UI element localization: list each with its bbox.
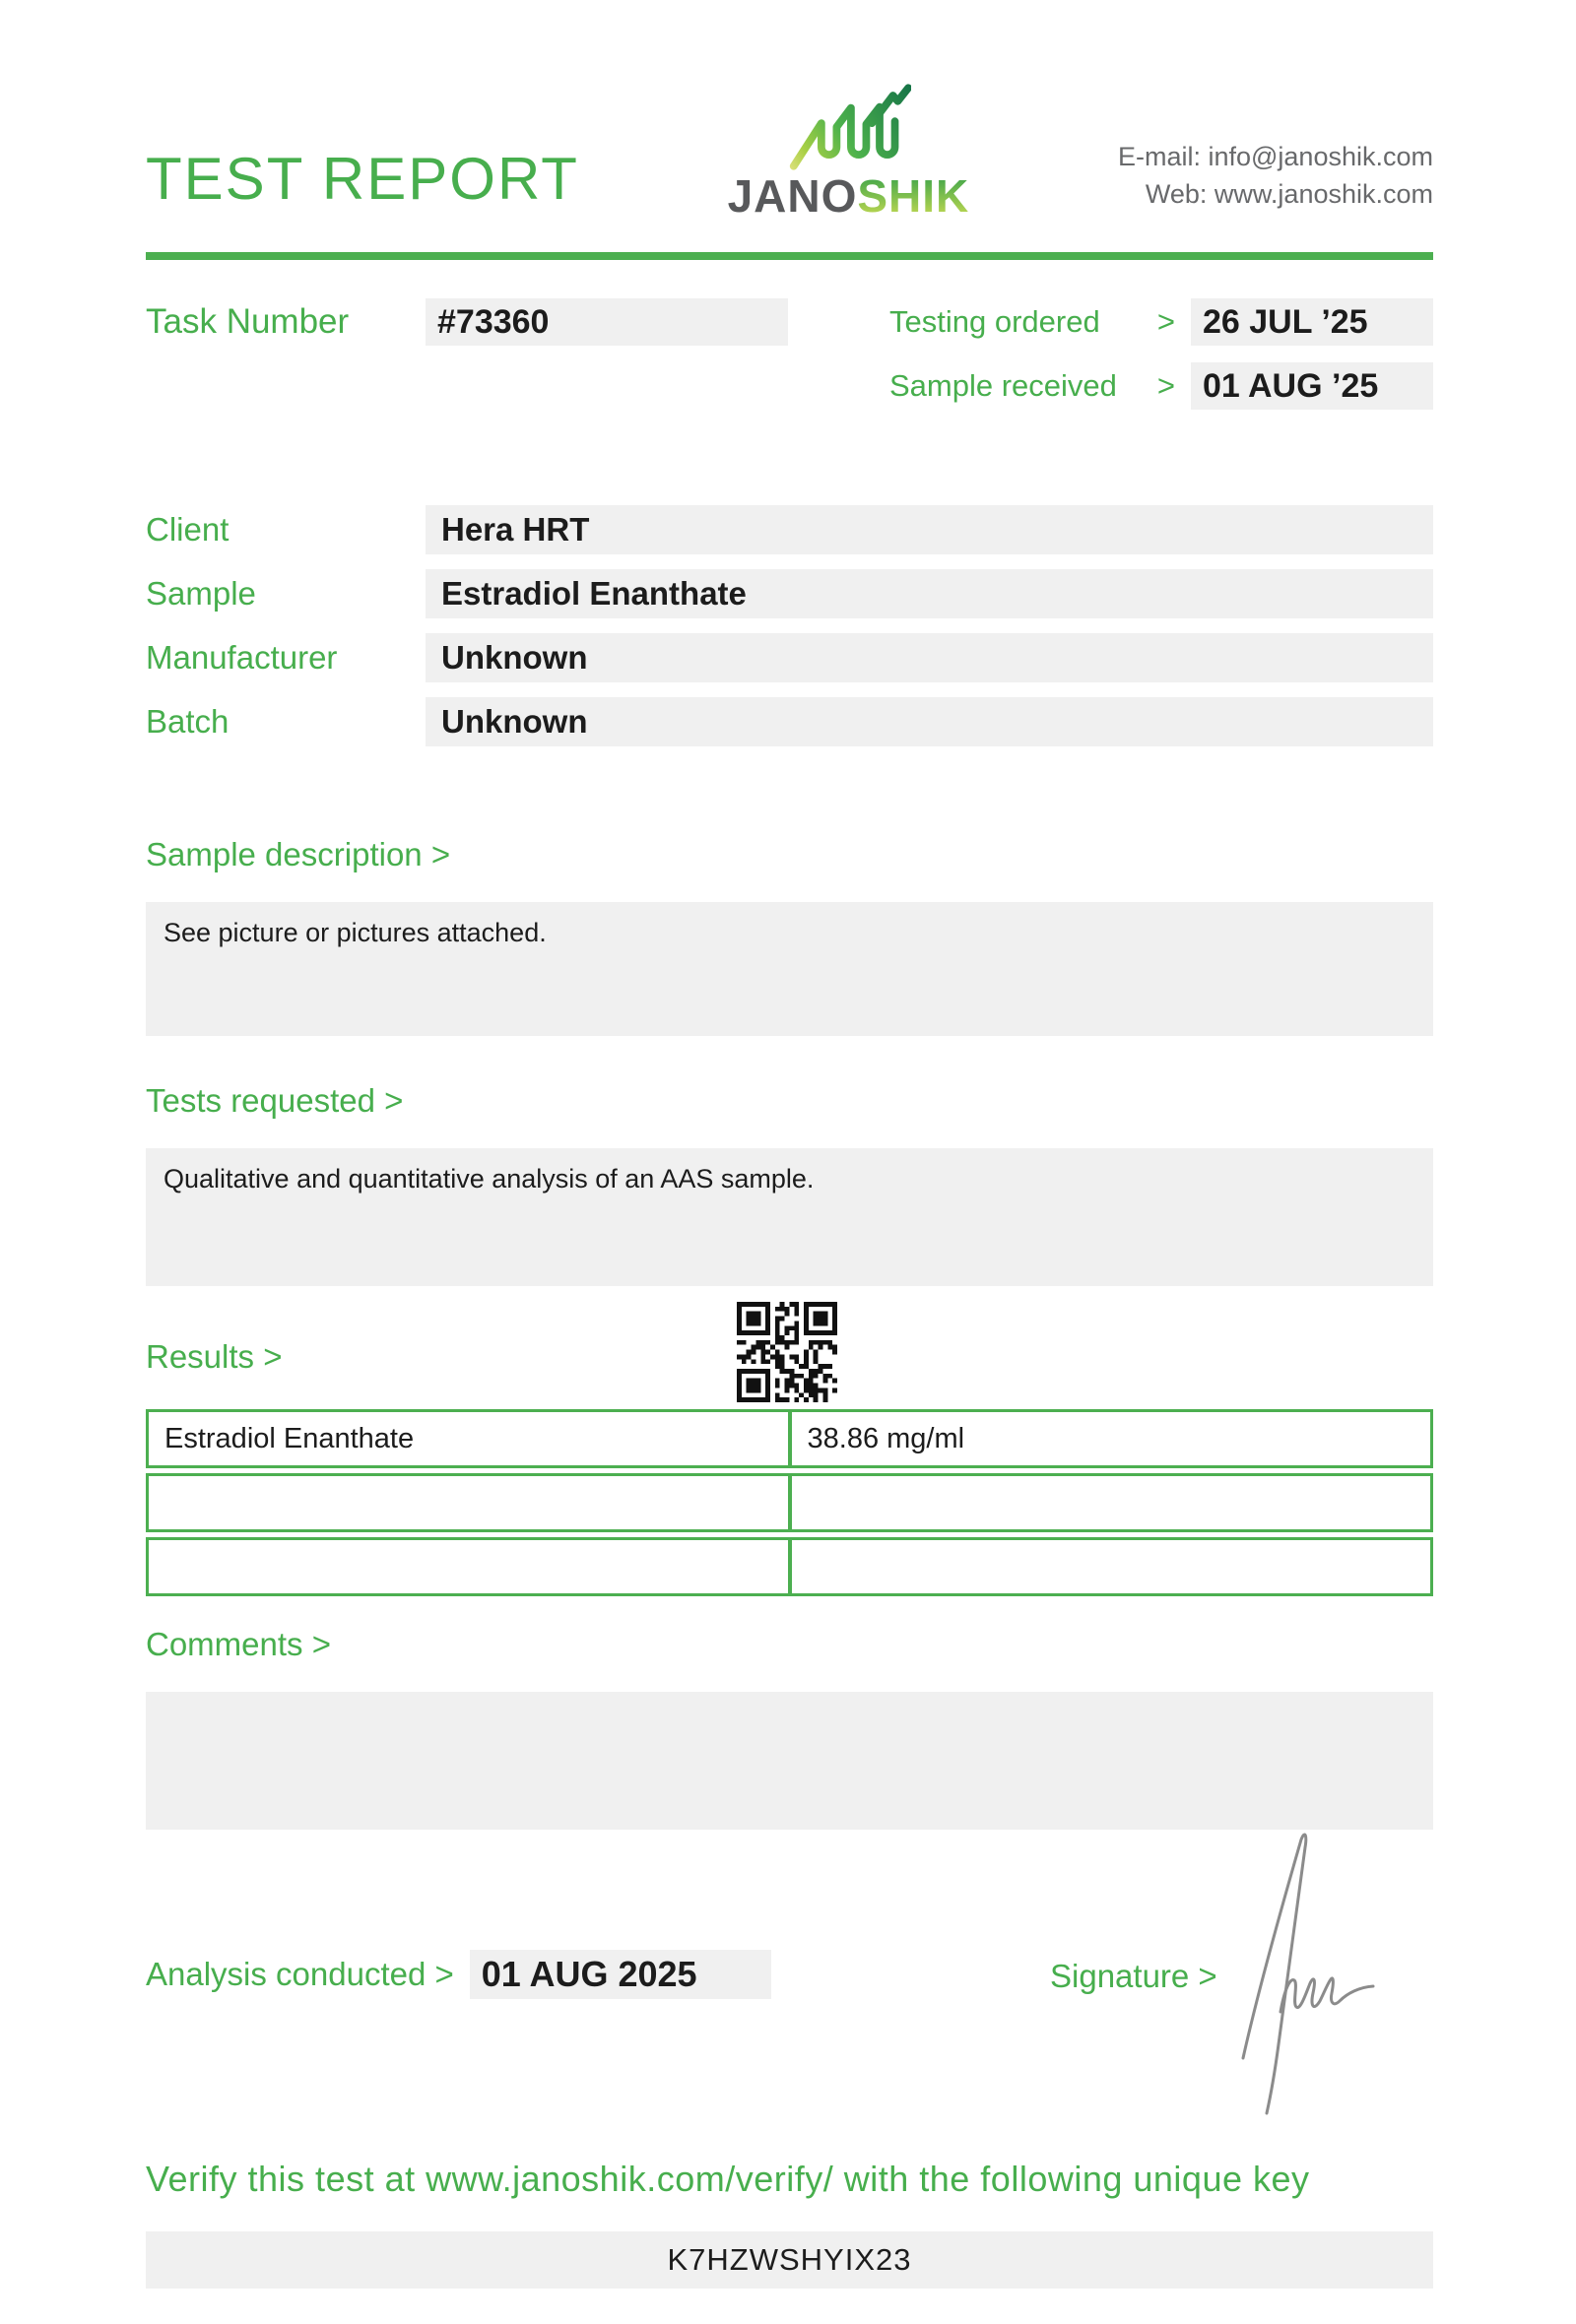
- meta-dates: [889, 298, 1433, 426]
- batch-label: Batch: [146, 703, 230, 740]
- detail-row-sample: [146, 569, 1433, 618]
- sample-received-row: [889, 362, 1433, 410]
- task-number-label: Task Number: [146, 302, 350, 341]
- report-header: [146, 63, 1433, 222]
- result-analyte-cell: [146, 1473, 790, 1532]
- sample-description-section: [146, 835, 1433, 1036]
- contact-web: Web: www.janoshik.com: [1145, 179, 1433, 209]
- result-analyte-cell: [146, 1537, 790, 1596]
- verify-instruction: Verify this test at www.janoshik.com/verify/ with the following unique key: [146, 2159, 1310, 2199]
- results-table: [146, 1404, 1433, 1601]
- results-heading: Results >: [146, 1338, 283, 1375]
- sample-label: Sample: [146, 575, 256, 612]
- growth-chart-icon: [785, 83, 911, 171]
- table-row: [146, 1409, 1433, 1468]
- result-value-cell: [790, 1473, 1434, 1532]
- meta-section: [146, 298, 1433, 426]
- tests-requested-box: Qualitative and quantitative analysis of an AAS sample.: [146, 1148, 1433, 1286]
- testing-ordered-row: [889, 298, 1433, 346]
- analysis-conducted-label: Analysis conducted >: [146, 1956, 454, 1992]
- detail-row-manufacturer: [146, 633, 1433, 682]
- table-row: [146, 1473, 1433, 1532]
- task-number-value: #73360: [426, 298, 788, 346]
- signature-label: Signature >: [1050, 1958, 1217, 1994]
- detail-row-batch: [146, 697, 1433, 746]
- analysis-conducted-value: 01 AUG 2025: [470, 1950, 771, 1999]
- footer-row: [146, 1950, 1433, 2013]
- result-analyte-cell: Estradiol Enanthate: [146, 1409, 790, 1468]
- janoshik-logo: [727, 83, 970, 222]
- comments-box: [146, 1692, 1433, 1830]
- contact-email: E-mail: info@janoshik.com: [1117, 142, 1433, 171]
- detail-row-client: [146, 505, 1433, 554]
- results-section: [146, 1300, 1433, 1613]
- unique-key-value: K7HZWSHYIX23: [146, 2231, 1433, 2289]
- tests-requested-section: [146, 1081, 1433, 1286]
- client-value: Hera HRT: [426, 505, 1433, 554]
- batch-value: Unknown: [426, 697, 1433, 746]
- result-value-cell: 38.86 mg/ml: [790, 1409, 1434, 1468]
- comments-heading: Comments >: [146, 1626, 331, 1662]
- arrow-glyph: >: [1156, 368, 1175, 403]
- table-row: [146, 1537, 1433, 1596]
- qr-code: [737, 1302, 837, 1402]
- sample-value: Estradiol Enanthate: [426, 569, 1433, 618]
- client-label: Client: [146, 511, 230, 548]
- logo-text-green: SHIK: [857, 170, 970, 222]
- arrow-glyph: >: [1156, 304, 1175, 339]
- tests-requested-heading: Tests requested >: [146, 1082, 404, 1119]
- manufacturer-value: Unknown: [426, 633, 1433, 682]
- sample-description-box: See picture or pictures attached.: [146, 902, 1433, 1036]
- sample-details-section: [146, 505, 1433, 761]
- manufacturer-label: Manufacturer: [146, 639, 338, 676]
- header-divider: [146, 252, 1433, 260]
- testing-ordered-value: 26 JUL ’25: [1191, 298, 1433, 346]
- logo-wordmark: [727, 170, 970, 222]
- sample-description-heading: Sample description >: [146, 836, 451, 872]
- result-value-cell: [790, 1537, 1434, 1596]
- sample-received-label: Sample received: [889, 368, 1117, 403]
- logo-text-gray: JANO: [727, 170, 858, 222]
- contact-block: [1118, 138, 1433, 213]
- testing-ordered-label: Testing ordered: [889, 304, 1100, 339]
- signature-image: [1190, 1830, 1387, 2117]
- sample-received-value: 01 AUG ’25: [1191, 362, 1433, 410]
- comments-section: [146, 1625, 1433, 1830]
- page-title: TEST REPORT: [146, 146, 579, 212]
